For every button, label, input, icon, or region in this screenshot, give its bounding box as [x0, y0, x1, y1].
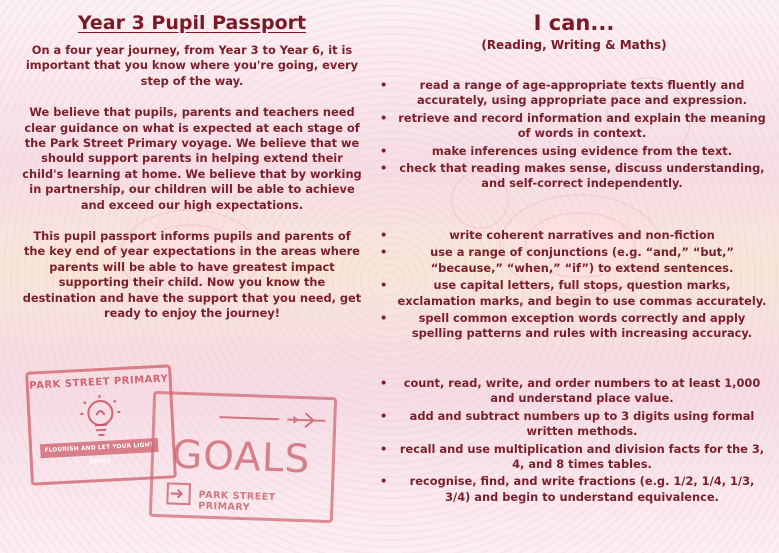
- school-stamp-title: PARK STREET PRIMARY: [29, 373, 169, 392]
- goals-stamp-school: PARK STREET PRIMARY: [198, 489, 276, 514]
- bullet-icon: •: [380, 441, 388, 456]
- bullet-icon: •: [380, 78, 388, 92]
- maths-list: [378, 376, 770, 507]
- list-item: • use capital letters, full stops, question marks, exclamation marks, and begin to use commas accurately.: [380, 278, 767, 308]
- intro-paragraph: On a four year journey, from Year 3 to Year 6, it is important that you know where you're going, every step of the way.: [25, 43, 359, 88]
- i-can-subtitle: (Reading, Writing & Maths): [481, 38, 667, 52]
- passport-paragraph: This pupil passport informs pupils and parents of the key end of year expectations in the areas where parents will be able to have greatest impact supporting their child. Now you know the destination and have the support that you need, get ready to enjoy the journey!: [22, 229, 362, 321]
- bullet-icon: •: [380, 408, 388, 423]
- list-item: • read a range of age-appropriate texts fluently and accurately, using appropriate pace and expression.: [380, 78, 747, 108]
- page-title: Year 3 Pupil Passport: [77, 12, 307, 34]
- list-item: • use a range of conjunctions (e.g. “and,” “but,” “because,” “when,” “if”) to extend sentences.: [380, 245, 734, 275]
- bullet-icon: •: [380, 228, 388, 242]
- belief-paragraph: We believe that pupils, parents and teachers need clear guidance on what is expected at each stage of the Park Street Primary voyage. We believe that we should support parents in helping extend their child's learning at home. We believe that by working in partnership, our children will be able to achieve and exceed our high expectations.: [22, 105, 362, 212]
- i-can-title: I can...: [533, 11, 615, 35]
- bullet-icon: •: [380, 143, 388, 158]
- goals-word: GOALS: [171, 432, 312, 483]
- bullet-icon: •: [380, 161, 388, 176]
- writing-list: [378, 228, 770, 344]
- bullet-icon: •: [380, 110, 388, 125]
- list-item: • recall and use multiplication and division facts for the 3, 4, and 8 times tables.: [380, 441, 765, 472]
- left-column: [22, 0, 362, 322]
- list-item: • check that reading makes sense, discuss understanding, and self-correct independently.: [380, 161, 765, 191]
- right-column: [378, 0, 770, 553]
- reading-list: [378, 78, 770, 194]
- goals-stamp: [149, 391, 337, 523]
- bullet-icon: •: [380, 278, 388, 293]
- list-item: • retrieve and record information and explain the meaning of words in context.: [380, 110, 766, 141]
- arrow-right-icon: [169, 486, 185, 501]
- lightbulb-icon: [74, 392, 126, 443]
- bullet-icon: •: [380, 245, 388, 260]
- bullet-icon: •: [380, 474, 388, 489]
- bullet-icon: •: [380, 376, 388, 390]
- list-item: • write coherent narratives and non-fiction: [380, 228, 715, 242]
- bullet-icon: •: [380, 311, 388, 326]
- school-stamp-motto: FLOURISH AND LET YOUR LIGHT SHINE: [40, 438, 159, 458]
- list-item: • make inferences using evidence from the text.: [380, 143, 733, 158]
- list-item: • recognise, find, and write fractions (e.g. 1/2, 1/4, 1/3, 3/4) and begin to understand equivalence.: [380, 474, 755, 504]
- airplane-icon: [217, 406, 330, 432]
- list-item: • count, read, write, and order numbers to at least 1,000 and understand place value.: [380, 376, 761, 406]
- list-item: • add and subtract numbers up to 3 digits using formal written methods.: [380, 408, 755, 439]
- list-item: • spell common exception words correctly and apply spelling patterns and rules with increasing accuracy.: [380, 311, 753, 341]
